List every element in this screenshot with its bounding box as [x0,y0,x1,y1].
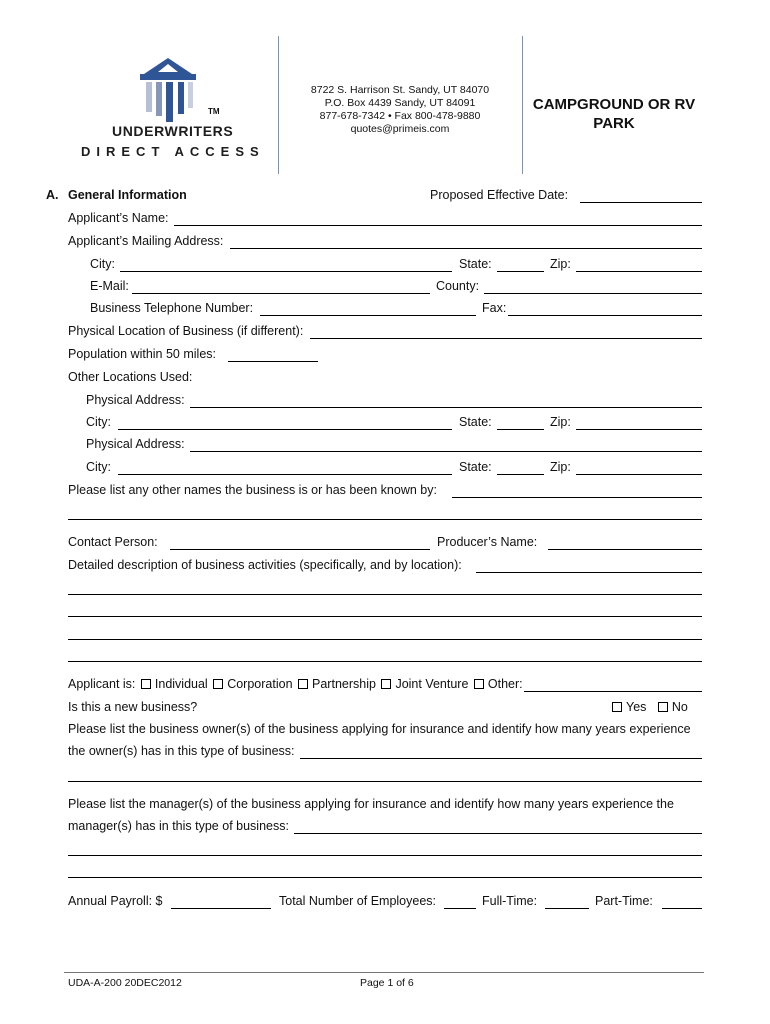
total-employees-label: Total Number of Employees: [279,894,437,908]
physical-location-label: Physical Location of Business (if different): [68,324,304,338]
form-title-line-1: CAMPGROUND OR RV [532,96,696,113]
corporation-label: Corporation [227,677,293,691]
annual-payroll-label: Annual Payroll: $ [68,894,163,908]
email-address: quotes@primeis.com [350,123,450,135]
other-names-field[interactable] [452,497,702,498]
individual-label: Individual [154,677,208,691]
managers-field-3[interactable] [68,877,702,878]
zip-field[interactable] [576,271,702,272]
company-logo [78,50,273,160]
fax-label: Fax: [482,301,507,315]
managers-field[interactable] [294,833,702,834]
producer-name-field[interactable] [548,549,702,550]
joint-venture-checkbox[interactable] [381,679,391,689]
state-field[interactable] [497,271,544,272]
activities-field[interactable] [476,572,702,573]
yes-label: Yes [626,700,647,714]
state-3-label: State: [459,460,492,474]
city-2-label: City: [86,415,111,429]
company-address [286,84,514,136]
effective-date-field[interactable] [580,202,702,203]
annual-payroll-field[interactable] [171,908,271,909]
individual-checkbox[interactable] [141,679,151,689]
producer-name-label: Producer’s Name: [437,535,538,549]
building-logo-icon [136,52,246,130]
mailing-address-field[interactable] [230,248,702,249]
form-title-line-2: PARK [593,115,635,132]
section-letter: A. [46,188,59,202]
physical-address-2-field[interactable] [190,451,702,452]
joint-venture-label: Joint Venture [395,677,469,691]
physical-address-1-field[interactable] [190,407,702,408]
applicant-type-row [68,677,523,691]
city-3-label: City: [86,460,111,474]
form-id: UDA-A-200 20DEC2012 [68,977,182,989]
zip-3-label: Zip: [550,460,571,474]
city-2-field[interactable] [118,429,452,430]
managers-label-2: manager(s) has in this type of business: [68,819,289,833]
applicant-is-label: Applicant is: [68,677,136,691]
zip-label: Zip: [550,257,571,271]
activities-field-2[interactable] [68,594,702,595]
header-divider-right [522,36,523,174]
owners-field-2[interactable] [68,781,702,782]
address-line-2: P.O. Box 4439 Sandy, UT 84091 [324,97,476,109]
new-business-label: Is this a new business? [68,700,198,714]
no-label: No [671,700,688,714]
city-label: City: [90,257,115,271]
total-employees-field[interactable] [444,908,476,909]
section-heading: General Information [68,188,187,202]
page-number: Page 1 of 6 [360,977,414,989]
managers-label-1: Please list the manager(s) of the business applying for insurance and identify how many years experience the [68,797,674,811]
zip-3-field[interactable] [576,474,702,475]
state-2-label: State: [459,415,492,429]
other-names-field-2[interactable] [68,519,702,520]
partnership-checkbox[interactable] [298,679,308,689]
email-label: E-Mail: [90,279,129,293]
applicant-name-label: Applicant’s Name: [68,211,169,225]
owners-label-1: Please list the business owner(s) of the business applying for insurance and identify how many years experience [68,722,691,736]
owners-label-2: the owner(s) has in this type of business: [68,744,295,758]
county-label: County: [436,279,480,293]
form-title [528,95,700,133]
physical-address-1-label: Physical Address: [86,393,185,407]
part-time-label: Part-Time: [595,894,653,908]
other-label: Other: [487,677,523,691]
activities-field-4[interactable] [68,639,702,640]
contact-person-label: Contact Person: [68,535,158,549]
activities-field-3[interactable] [68,616,702,617]
other-locations-label: Other Locations Used: [68,370,193,384]
effective-date-label: Proposed Effective Date: [430,188,569,202]
new-business-options [610,700,688,714]
activities-label: Detailed description of business activities (specifically, and by location): [68,558,462,572]
full-time-label: Full-Time: [482,894,538,908]
address-line-1: 8722 S. Harrison St. Sandy, UT 84070 [310,84,490,96]
city-field[interactable] [120,271,452,272]
yes-checkbox[interactable] [612,702,622,712]
footer-divider [64,972,704,973]
corporation-checkbox[interactable] [213,679,223,689]
email-field[interactable] [132,293,430,294]
contact-person-field[interactable] [170,549,430,550]
business-phone-field[interactable] [260,315,476,316]
header-divider-left [278,36,279,174]
physical-location-field[interactable] [310,338,702,339]
managers-field-2[interactable] [68,855,702,856]
other-type-field[interactable] [524,691,702,692]
business-phone-label: Business Telephone Number: [90,301,254,315]
zip-2-label: Zip: [550,415,571,429]
logo-underwriters: UNDERWRITERS [112,123,234,139]
state-label: State: [459,257,492,271]
owners-field[interactable] [300,758,702,759]
applicant-name-field[interactable] [174,225,702,226]
county-field[interactable] [484,293,702,294]
part-time-field[interactable] [662,908,702,909]
zip-2-field[interactable] [576,429,702,430]
partnership-label: Partnership [312,677,376,691]
logo-direct-access: DIRECT ACCESS [81,144,265,159]
physical-address-2-label: Physical Address: [86,437,185,451]
city-3-field[interactable] [118,474,452,475]
fax-field[interactable] [508,315,702,316]
no-checkbox[interactable] [658,702,668,712]
activities-field-5[interactable] [68,661,702,662]
other-names-label: Please list any other names the business is or has been known by: [68,483,437,497]
other-checkbox[interactable] [474,679,484,689]
state-2-field[interactable] [497,429,544,430]
phone-fax-line: 877-678-7342 • Fax 800-478-9880 [319,110,481,122]
population-label: Population within 50 miles: [68,347,216,361]
state-3-field[interactable] [497,474,544,475]
population-field[interactable] [228,361,318,362]
mailing-address-label: Applicant’s Mailing Address: [68,234,224,248]
trademark: TM [208,107,220,116]
full-time-field[interactable] [545,908,589,909]
